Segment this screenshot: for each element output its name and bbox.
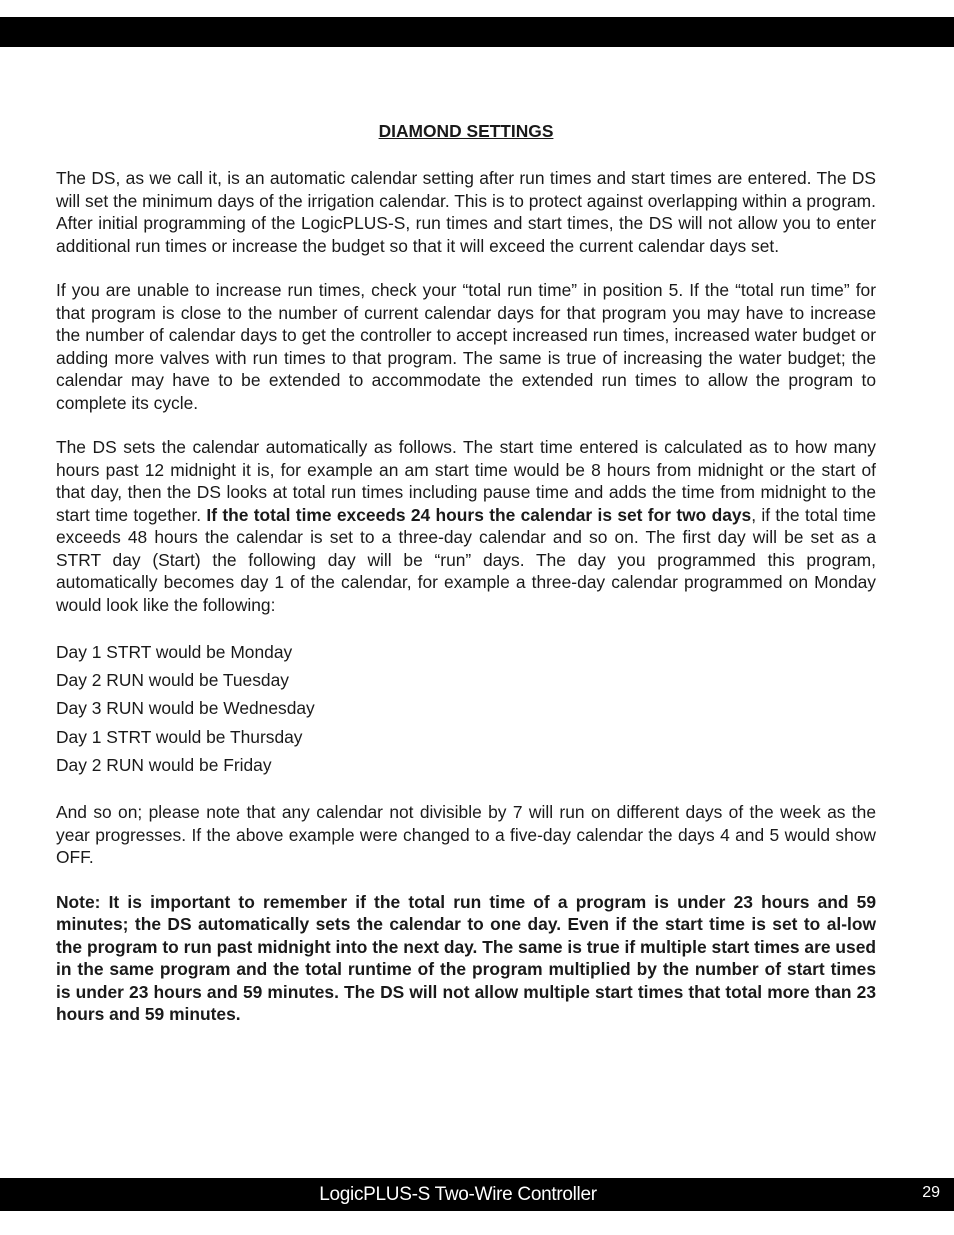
day-list-item: Day 1 STRT would be Thursday — [56, 726, 303, 747]
day-list-item: Day 1 STRT would be Monday — [56, 642, 293, 662]
footer-bar — [0, 1178, 954, 1211]
note-paragraph: Note: It is important to remember if the total run time of a program is under 23 hours and 59 minutes; the DS automatically sets the calendar to one day. Even if the start time is set to al-low the program to run past midnight into the next day. The same is true if multiple start times are used in the same program and the total runtime of the program multiplied by the number of start times is under 23 hours and 59 minutes. The DS will not allow multiple start times that total more than 23 hours and 59 minutes. — [56, 891, 876, 1025]
intro-paragraph: The DS, as we call it, is an automatic calendar setting after run times and start times are entered. The DS will set the minimum days of the irrigation calendar. This is to protect against overlapping within a program. After initial programming of the LogicPLUS-S, run times and start times, the DS will not allow you to enter additional run times or increase the budget so that it will exceed the current calendar days set. — [56, 168, 876, 256]
calendar-paragraph-bold: If the total time exceeds 24 hours the calendar is set for two days — [206, 504, 752, 525]
section-heading: DIAMOND SETTINGS — [378, 121, 554, 141]
header-bar — [0, 17, 954, 47]
divisible-paragraph: And so on; please note that any calendar not divisible by 7 will run on different days of the week as the year progresses. If the above example were changed to a five-day calendar the days 4 and 5 would show OFF. — [56, 802, 876, 868]
day-list — [56, 638, 876, 779]
day-list-item: Day 2 RUN would be Friday — [56, 754, 272, 775]
calendar-paragraph-part1: The DS sets the calendar automatically as follows. The start time entered is calculated as to how many hours past 12 midnight it is, for example an am start time would be 8 hours from midnight or the start of that day, then the DS looks at total run times including pause time and adds the time from midnight to the start time together. — [56, 437, 876, 525]
calendar-paragraph-part2: , if the total time exceeds 48 hours the calendar is set to a three-day calendar and so on. The first day will be set as a STRT day (Start) the following day will be “run” days. The day you programmed this program, automatically becomes day 1 of the calendar, for example a three-day calendar programmed on Monday would look like the following: — [56, 504, 877, 615]
day-list-item: Day 2 RUN would be Tuesday — [56, 670, 289, 691]
calendar-paragraph — [56, 436, 876, 616]
run-times-paragraph: If you are unable to increase run times, check your “total run time” in position 5. If the “total run time” for that program is close to the number of current calendar days for that program you may have to increase the number of calendar days to get the controller to accept increased run times, increased water budget or adding more valves with run times to that program. The same is true of increasing the water budget; the calendar may have to be extended to accommodate the extended run times to allow the program to complete its cycle. — [56, 280, 876, 413]
day-list-item: Day 3 RUN would be Wednesday — [56, 698, 315, 719]
footer-title: LogicPLUS-S Two-Wire Controller — [319, 1184, 597, 1205]
page-content — [56, 118, 876, 1048]
page-number: 29 — [922, 1184, 940, 1201]
